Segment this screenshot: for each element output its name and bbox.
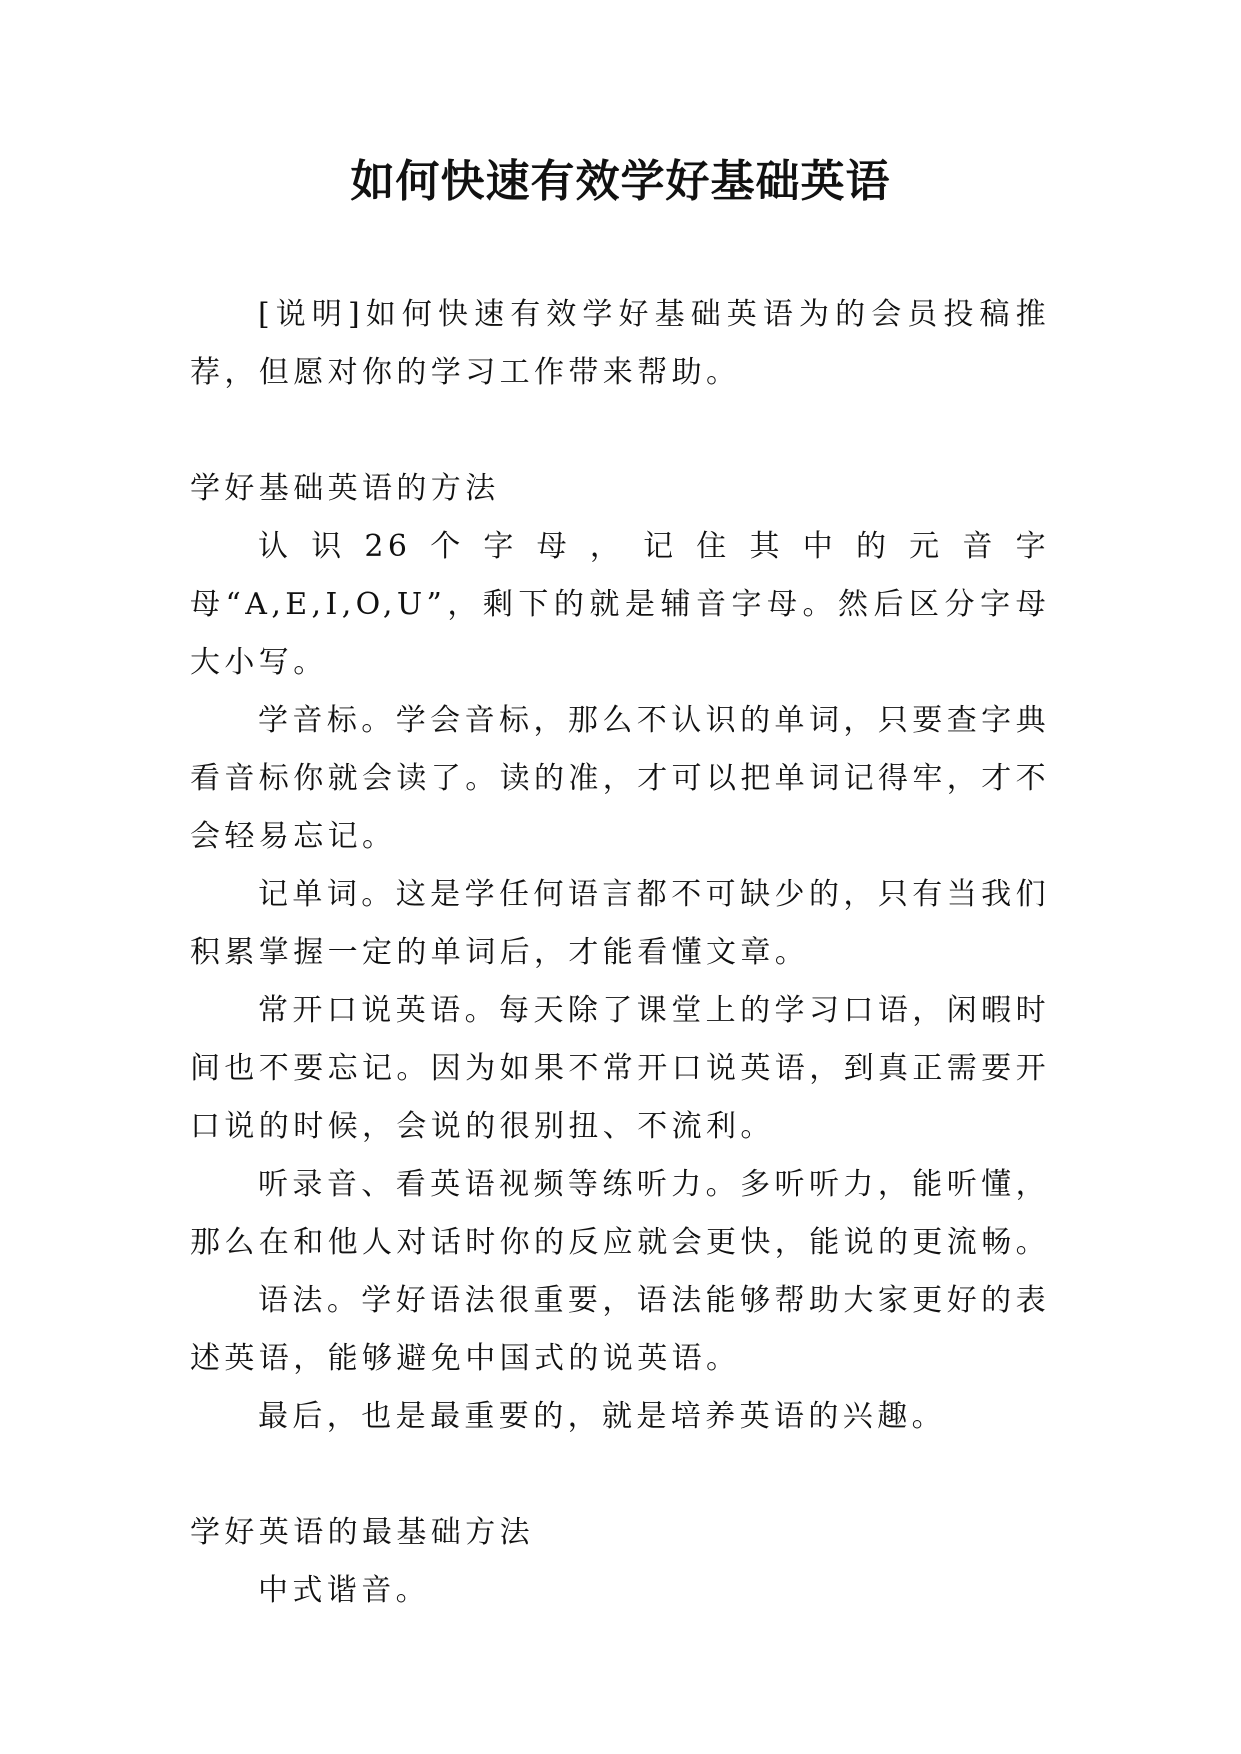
paragraph-letters: 认识26个字母，记住其中的元音字母“A,E,I,O,U”，剩下的就是辅音字母。然后区分字母大小写。 — [190, 529, 1050, 680]
document-body — [190, 286, 1050, 1620]
section-heading-methods: 学好基础英语的方法 — [190, 471, 500, 506]
document-title: 如何快速有效学好基础英语 — [350, 156, 891, 207]
paragraph-speaking: 常开口说英语。每天除了课堂上的学习口语，闲暇时间也不要忘记。因为如果不常开口说英语，到真正需要开口说的时候，会说的很别扭、不流利。 — [190, 993, 1050, 1144]
paragraph-interest: 最后，也是最重要的，就是培养英语的兴趣。 — [258, 1399, 946, 1434]
paragraph-phonetics: 学音标。学会音标，那么不认识的单词，只要查字典看音标你就会读了。读的准，才可以把单词记得牢，才不会轻易忘记。 — [190, 703, 1050, 854]
section-heading-basic-methods: 学好英语的最基础方法 — [190, 1515, 534, 1550]
paragraph-listening: 听录音、看英语视频等练听力。多听听力，能听懂，那么在和他人对话时你的反应就会更快，能说的更流畅。 — [190, 1167, 1050, 1260]
paragraph-grammar: 语法。学好语法很重要，语法能够帮助大家更好的表述英语，能够避免中国式的说英语。 — [190, 1283, 1050, 1376]
intro-paragraph: [说明]如何快速有效学好基础英语为的会员投稿推荐，但愿对你的学习工作带来帮助。 — [190, 297, 1050, 390]
paragraph-homophone: 中式谐音。 — [258, 1573, 430, 1608]
paragraph-vocabulary: 记单词。这是学任何语言都不可缺少的，只有当我们积累掌握一定的单词后，才能看懂文章。 — [190, 877, 1050, 970]
